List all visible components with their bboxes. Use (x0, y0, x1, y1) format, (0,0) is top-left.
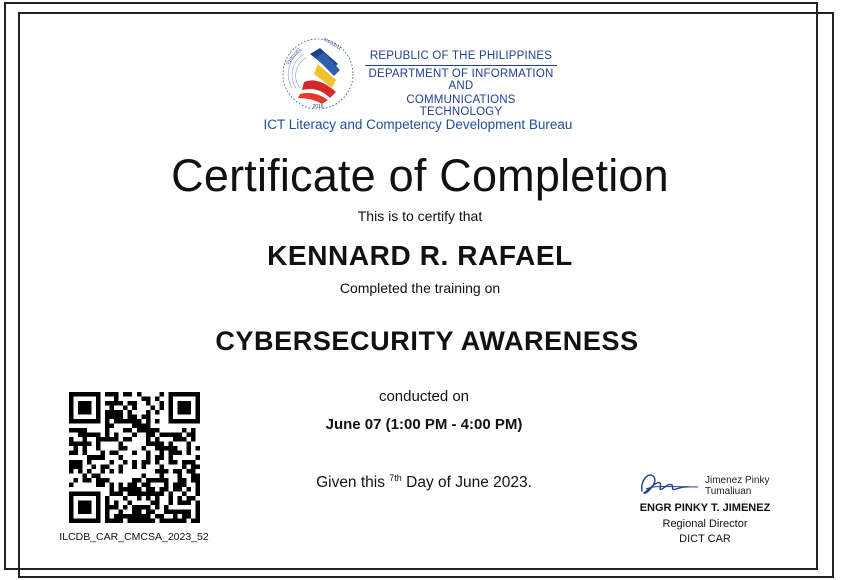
given-suffix: Day of June 2023. (406, 474, 532, 492)
course-title: CYBERSECURITY AWARENESS (215, 326, 639, 356)
seal-ring-left-text: 01001001 (285, 46, 302, 66)
signature-stamp-line-2: Tumaliuan (705, 486, 752, 497)
given-date (274, 473, 574, 492)
conducted-text: conducted on (378, 388, 470, 405)
session-date: June 07 (1:00 PM - 4:00 PM) (325, 416, 523, 433)
bureau-name: ICT Literacy and Competency Development Bureau (263, 117, 573, 132)
certify-text: This is to certify that (357, 208, 483, 224)
recipient-name: KENNARD R. RAFAEL (267, 240, 573, 271)
certificate-title: Certificate of Completion (171, 150, 669, 201)
signature-stamp-line-1: Jimenez Pinky (705, 475, 770, 486)
signatory-name: ENGR PINKY T. JIMENEZ (639, 502, 771, 514)
completed-text: Completed the training on (339, 280, 501, 296)
republic-label: REPUBLIC OF THE PHILIPPINES (365, 50, 557, 66)
seal-ring-right-text: 01000011 (322, 36, 343, 51)
certificate-code: ILCDB_CAR_CMCSA_2023_52 (59, 531, 209, 543)
given-day: 7th (389, 473, 402, 483)
given-prefix: Given this (316, 474, 385, 492)
department-line-2: COMMUNICATIONS TECHNOLOGY (406, 94, 516, 118)
qr-code[interactable] (69, 392, 200, 523)
signature-graphic (636, 469, 704, 501)
department-line-1: DEPARTMENT OF INFORMATION AND (368, 68, 554, 92)
signatory-role: Regional Director (662, 518, 748, 530)
dict-seal-logo (278, 36, 358, 112)
signatory-office: DICT CAR (679, 533, 731, 545)
digital-signature-stamp (705, 475, 769, 497)
seal-year: 2016 (312, 104, 324, 110)
department-block (365, 50, 557, 118)
